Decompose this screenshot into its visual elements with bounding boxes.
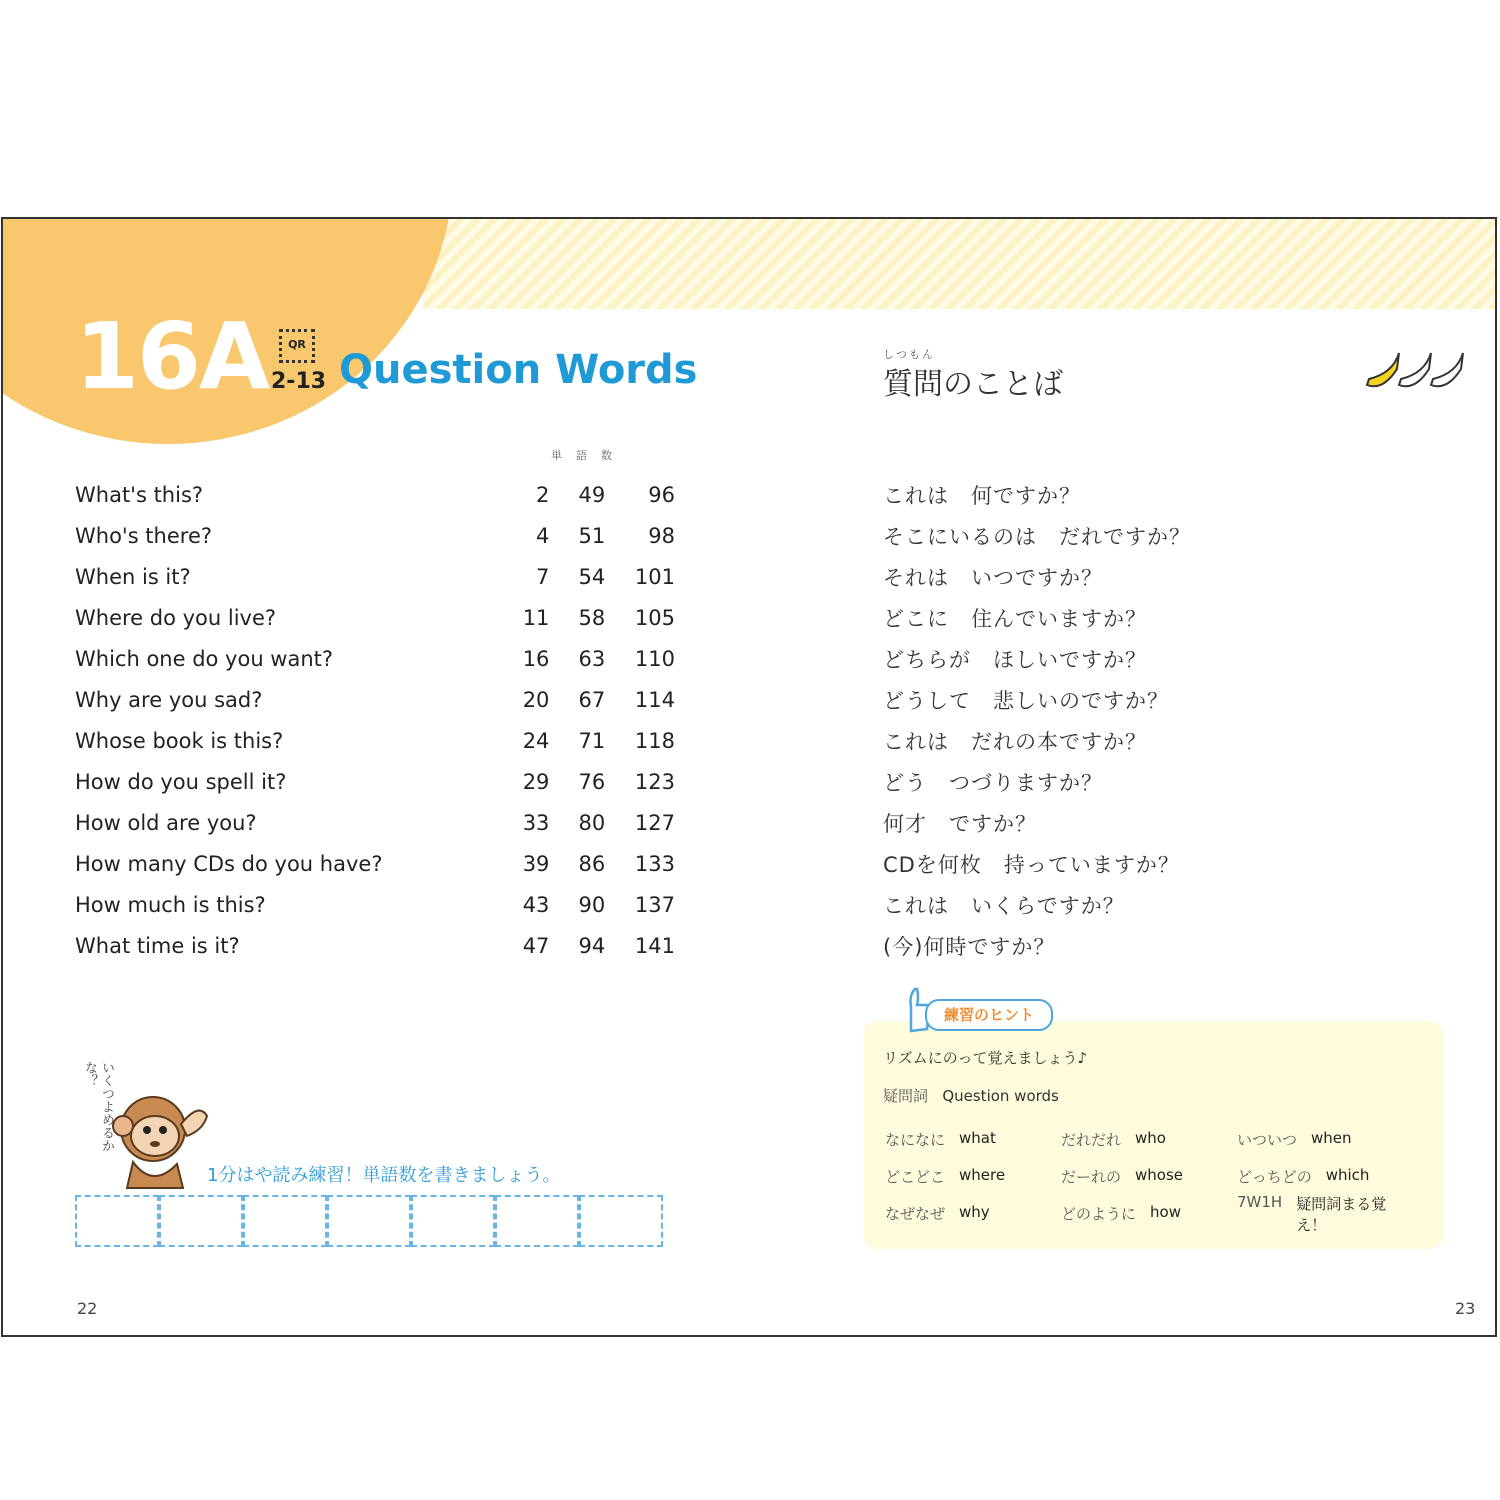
hint-chant-jp: 7W1H	[1237, 1192, 1283, 1211]
monkey-speech-text: いくつよめるかな？	[82, 1061, 114, 1152]
word-count-2: 90	[578, 892, 606, 917]
hint-line-2	[883, 1085, 1059, 1106]
question-en: How much is this?	[75, 892, 266, 917]
hint-chant-jp: いついつ	[1237, 1131, 1298, 1149]
word-count-3: 101	[634, 564, 675, 589]
hint-chant-cell	[1061, 1166, 1237, 1187]
word-count-1: 16	[522, 646, 550, 671]
question-row	[75, 679, 675, 720]
word-count-3: 98	[648, 523, 675, 548]
hint-chant-en: 疑問詞まる覚え！	[1296, 1194, 1387, 1234]
japanese-translation-list	[883, 474, 1443, 966]
word-count-3: 110	[634, 646, 675, 671]
question-en: Who's there?	[75, 523, 213, 548]
hint-chant-en: what	[959, 1129, 996, 1147]
question-row	[75, 597, 675, 638]
word-count-2: 49	[578, 482, 606, 507]
question-row	[75, 884, 675, 925]
answer-box[interactable]	[159, 1195, 243, 1247]
hint-chant-en: who	[1135, 1129, 1166, 1147]
hint-chant-jp: なぜなぜ	[885, 1205, 946, 1223]
question-en: When is it?	[75, 564, 191, 589]
hint-chant-jp: だれだれ	[1061, 1131, 1122, 1149]
translation-row: (今)何時ですか？	[883, 934, 1056, 959]
word-count-1: 11	[522, 605, 550, 630]
answer-box[interactable]	[243, 1195, 327, 1247]
word-count-2: 67	[578, 687, 606, 712]
answer-box[interactable]	[579, 1195, 663, 1247]
translation-row: これは だれの本ですか？	[883, 729, 1147, 754]
word-count-1: 2	[536, 482, 550, 507]
page-title-en: Question Words	[339, 347, 698, 393]
banana-difficulty-icon	[1363, 347, 1468, 395]
question-en: How do you spell it?	[75, 769, 287, 794]
translation-row: CDを何枚 持っていますか？	[883, 852, 1180, 877]
hint-chant-cell	[885, 1166, 1061, 1187]
word-count-3: 114	[634, 687, 675, 712]
word-count-2: 94	[578, 933, 606, 958]
question-row	[75, 474, 675, 515]
word-count-1: 24	[522, 728, 550, 753]
word-count-2: 80	[578, 810, 606, 835]
hint-line-2-en: Question words	[942, 1087, 1059, 1105]
word-count-2: 63	[578, 646, 606, 671]
word-count-1: 7	[536, 564, 550, 589]
word-count-2: 76	[578, 769, 606, 794]
translation-row: 何才 ですか？	[883, 811, 1037, 836]
answer-box[interactable]	[411, 1195, 495, 1247]
word-count-2: 86	[578, 851, 606, 876]
answer-box[interactable]	[75, 1195, 159, 1247]
word-count-3: 105	[634, 605, 675, 630]
word-count-3: 96	[648, 482, 675, 507]
question-en: How many CDs do you have?	[75, 851, 383, 876]
hint-chant-cell	[885, 1129, 1061, 1150]
hint-tab-label: 練習のヒント	[925, 999, 1053, 1031]
instruction-text: 1分はや読み練習！単語数を書きましょう。	[207, 1165, 561, 1186]
hint-chant-jp: なになに	[885, 1131, 946, 1149]
word-count-3: 137	[634, 892, 675, 917]
word-count-3: 141	[634, 933, 675, 958]
translation-row: どうして 悲しいのですか？	[883, 688, 1169, 713]
hint-chant-grid	[885, 1121, 1445, 1232]
answer-box[interactable]	[495, 1195, 579, 1247]
hint-chant-row	[885, 1158, 1445, 1195]
hint-chant-jp: どこどこ	[885, 1168, 946, 1186]
hint-chant-cell	[1237, 1129, 1413, 1150]
answer-box[interactable]	[327, 1195, 411, 1247]
word-count-3: 133	[634, 851, 675, 876]
question-en: What's this?	[75, 482, 204, 507]
translation-row: これは いくらですか？	[883, 893, 1125, 918]
book-spread	[1, 217, 1497, 1337]
word-count-3: 127	[634, 810, 675, 835]
hint-chant-cell	[1061, 1203, 1237, 1224]
question-row	[75, 761, 675, 802]
hint-chant-cell	[1237, 1166, 1413, 1187]
word-count-2: 51	[578, 523, 606, 548]
hint-chant-en: why	[959, 1203, 990, 1221]
word-count-1: 29	[522, 769, 550, 794]
qr-code-icon[interactable]: QR	[279, 329, 315, 363]
hint-chant-en: which	[1325, 1166, 1370, 1184]
hint-chant-jp: だーれの	[1061, 1168, 1122, 1186]
hint-chant-jp: どのように	[1061, 1205, 1137, 1223]
question-row	[75, 802, 675, 843]
audio-track-number: 2-13	[271, 369, 327, 394]
word-count-header: 単語数	[551, 449, 626, 462]
question-en: Where do you live?	[75, 605, 277, 630]
question-en: Whose book is this?	[75, 728, 284, 753]
translation-row: どちらが ほしいですか？	[883, 647, 1147, 672]
word-count-3: 118	[634, 728, 675, 753]
hint-line-1: リズムにのって覚えましょう♪	[883, 1049, 1088, 1067]
word-count-1: 20	[522, 687, 550, 712]
word-count-answer-boxes	[75, 1195, 663, 1247]
question-row	[75, 638, 675, 679]
page-number-right: 23	[1455, 1299, 1476, 1318]
page-title-jp: 質問のことば	[883, 367, 1063, 402]
hint-chant-row	[885, 1192, 1445, 1234]
question-row	[75, 515, 675, 556]
hint-chant-en: whose	[1135, 1166, 1184, 1184]
word-count-2: 71	[578, 728, 606, 753]
word-count-1: 43	[522, 892, 550, 917]
hint-chant-cell	[1061, 1129, 1237, 1150]
lesson-number: 16A	[75, 303, 269, 410]
word-count-1: 39	[522, 851, 550, 876]
hint-chant-row	[885, 1121, 1445, 1158]
hint-chant-en: when	[1311, 1129, 1352, 1147]
question-en: What time is it?	[75, 933, 240, 958]
hint-chant-en: where	[959, 1166, 1006, 1184]
translation-row: そこにいるのは だれですか？	[883, 524, 1191, 549]
translation-row: それは いつですか？	[883, 565, 1103, 590]
word-count-2: 54	[578, 564, 606, 589]
hint-chant-cell	[1237, 1193, 1413, 1235]
header-stripe	[423, 219, 1495, 309]
question-en: Why are you sad?	[75, 687, 263, 712]
word-count-1: 47	[522, 933, 550, 958]
title-jp-ruby: しつもん	[883, 348, 935, 361]
question-row	[75, 720, 675, 761]
word-count-1: 33	[522, 810, 550, 835]
hint-chant-cell	[885, 1203, 1061, 1224]
word-count-2: 58	[578, 605, 606, 630]
translation-row: これは 何ですか？	[883, 483, 1081, 508]
monkey-mascot-icon	[103, 1084, 213, 1189]
question-row	[75, 925, 675, 966]
hint-chant-en: how	[1150, 1203, 1181, 1221]
translation-row: どう つづりますか？	[883, 770, 1103, 795]
page-number-left: 22	[77, 1299, 98, 1318]
translation-row: どこに 住んでいますか？	[883, 606, 1147, 631]
question-row	[75, 843, 675, 884]
question-en: Which one do you want?	[75, 646, 334, 671]
question-en: How old are you?	[75, 810, 257, 835]
english-question-list	[75, 474, 675, 966]
hint-chant-jp: どっちどの	[1237, 1168, 1312, 1186]
hint-line-2-jp: 疑問詞	[883, 1087, 929, 1105]
word-count-1: 4	[536, 523, 550, 548]
word-count-3: 123	[634, 769, 675, 794]
question-row	[75, 556, 675, 597]
